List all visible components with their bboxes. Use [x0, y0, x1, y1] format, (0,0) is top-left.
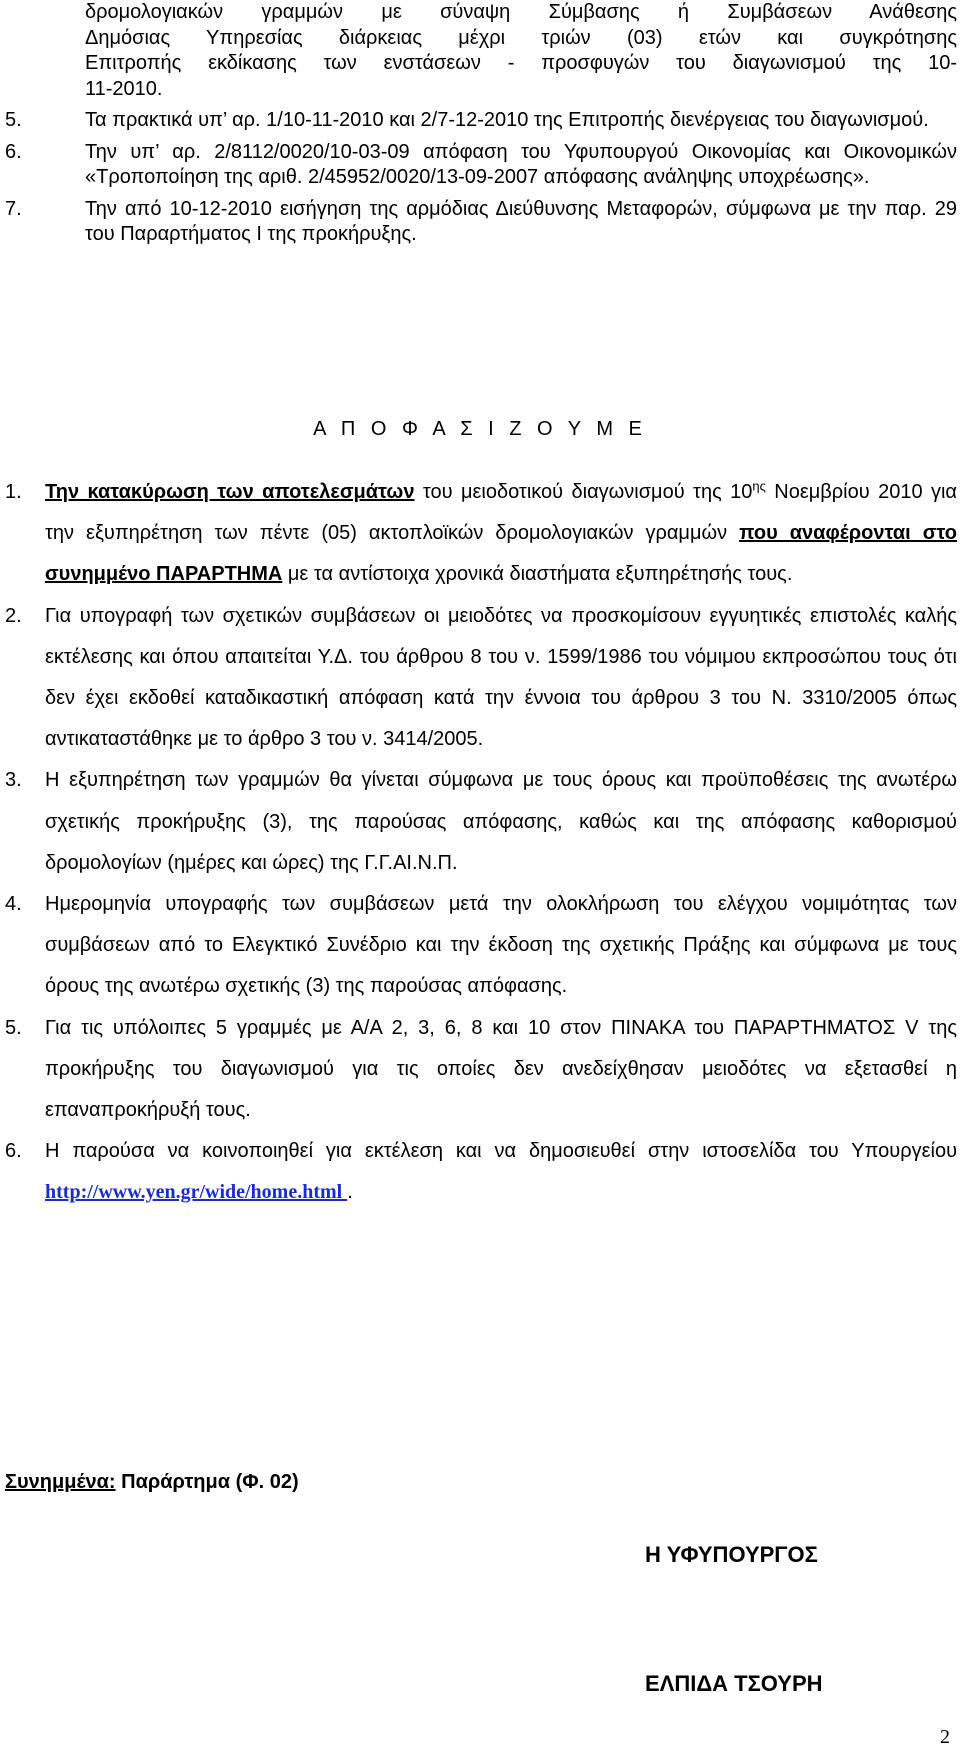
item-text: Ημερομηνία υπογραφής των συμβάσεων μετά την ολοκλήρωση του ελέγχου νομιμότητας των συμβάσεων από το Ελεγκτικό Συνέδριο και την έκδοση της σχετικής Πράξης και σύμφωνα με τους όρους της ανωτέρω σχετικής (3) της παρούσας απόφασης. [45, 893, 957, 998]
signatory-title: Η ΥΦΥΠΟΥΡΓΟΣ [645, 1542, 818, 1567]
item-number: 7. [5, 197, 22, 220]
decision-text-part: με τα αντίστοιχα χρονικά διαστήματα εξυπηρέτησής τους. [282, 563, 793, 586]
annex-reference: που αναφέρονται στο συνημμένο ΠΑΡΑΡΤΗΜΑ [45, 522, 957, 586]
item-number: 5. [5, 109, 22, 131]
preamble-line: Δημόσιας Υπηρεσίας διάρκειας μέχρι τριών (03) ετών και συγκρότησης [85, 26, 957, 49]
preamble-section [5, 0, 957, 248]
decision-item [5, 1131, 957, 1213]
item-number: 5. [5, 1016, 22, 1039]
decision-text-part: . [347, 1181, 353, 1204]
preamble-line: δρομολογιακών γραμμών με σύναψη Σύμβασης ή Συμβάσεων Ανάθεσης [85, 1, 957, 23]
ordinal-superscript: ης [752, 478, 766, 494]
decision-item [5, 596, 957, 761]
attachments-label: Συνημμένα: [5, 1471, 116, 1493]
item-text [45, 1131, 957, 1213]
item-number: 6. [5, 140, 22, 163]
decision-item [5, 760, 957, 884]
attachments-line [5, 1471, 299, 1494]
item-text: Την υπ’ αρ. 2/8112/0020/10-03-09 απόφαση του Υφυπουργού Οικονομίας και Οικονομικών «Τροποποίηση της αριθ. 2/45952/0020/13-09-2007 απόφασης ανάληψης υποχρέωσης». [85, 140, 957, 188]
item-text [45, 472, 957, 596]
item-text: Για τις υπόλοιπες 5 γραμμές με Α/Α 2, 3, 6, 8 και 10 στον ΠΙΝΑΚΑ του ΠΑΡΑΡΤΗΜΑΤΟΣ V της προκήρυξης του διαγωνισμού για τις οποίες δεν ανεδείχθησαν μειοδότες να εξετασθεί η επαναπροκήρυξή τους. [45, 1016, 957, 1122]
consideration-item [5, 140, 957, 191]
item-number: 2. [5, 604, 22, 627]
item-text: Για υπογραφή των σχετικών συμβάσεων οι μειοδότες να προσκομίσουν εγγυητικές επιστολές καλής εκτέλεσης και όπου απαιτείται Υ.Δ. του άρθρου 8 του ν. 1599/1986 του νόμιμου εκπροσώπου τους ότι δεν έχει εκδοθεί καταδικαστική απόφαση κατά την έννοια του άρθρου 3 του Ν. 3310/2005 όπως αντικαταστάθηκε με το άρθρο 3 του ν. 3414/2005. [45, 604, 957, 751]
item-number: 3. [5, 769, 22, 792]
item-number: 6. [5, 1140, 22, 1163]
attachments-value: Παράρτημα (Φ. 02) [115, 1471, 299, 1493]
decision-heading: Α Π Ο Φ Α Σ Ι Ζ Ο Υ Μ Ε [313, 418, 647, 440]
ministry-website-link[interactable]: http://www.yen.gr/wide/home.html [45, 1181, 348, 1204]
decision-text-part: Νοεμβρίου 2010 για την εξυπηρέτηση των πέντε (05) ακτοπλοϊκών δρομολογιακών γραμμών [45, 481, 957, 545]
decision-text-part: Η παρούσα να κοινοποιηθεί για εκτέλεση και να δημοσιευθεί στην ιστοσελίδα του Υπουργείου [45, 1140, 957, 1163]
item-number: 1. [5, 481, 22, 503]
item-text: Τα πρακτικά υπ’ αρ. 1/10-11-2010 και 2/7-12-2010 της Επιτροπής διενέργειας του διαγωνισμού. [85, 109, 929, 131]
decisions-list [5, 472, 957, 1214]
item-text: Την από 10-12-2010 εισήγηση της αρμόδιας Διεύθυνσης Μεταφορών, σύμφωνα με την παρ. 29 του Παραρτήματος Ι της προκήρυξης. [85, 197, 957, 245]
page-number: 2 [940, 1726, 950, 1748]
award-lead-text: Την κατακύρωση των αποτελεσμάτων [45, 481, 415, 503]
decision-item [5, 472, 957, 596]
item-number: 4. [5, 893, 22, 916]
preamble-line: Επιτροπής εκδίκασης των ενστάσεων - προσφυγών του διαγωνισμού της 10- [85, 52, 957, 74]
decision-item [5, 1008, 957, 1132]
consideration-item [5, 197, 957, 248]
item-text: Η εξυπηρέτηση των γραμμών θα γίνεται σύμφωνα με τους όρους και προϋποθέσεις της ανωτέρω σχετικής προκήρυξης (3), της παρούσας απόφασης, καθώς και της απόφασης καθορισμού δρομολογίων (ημέρες και ώρες) της Γ.Γ.ΑΙ.Ν.Π. [45, 769, 957, 874]
preamble-line: 11-2010. [85, 77, 163, 100]
decision-item [5, 884, 957, 1008]
signatory-name: ΕΛΠΙΔΑ ΤΣΟΥΡΗ [645, 1671, 823, 1696]
decision-text-part: του μειοδοτικού διαγωνισμού της 10 [414, 481, 753, 503]
consideration-item [5, 108, 957, 134]
